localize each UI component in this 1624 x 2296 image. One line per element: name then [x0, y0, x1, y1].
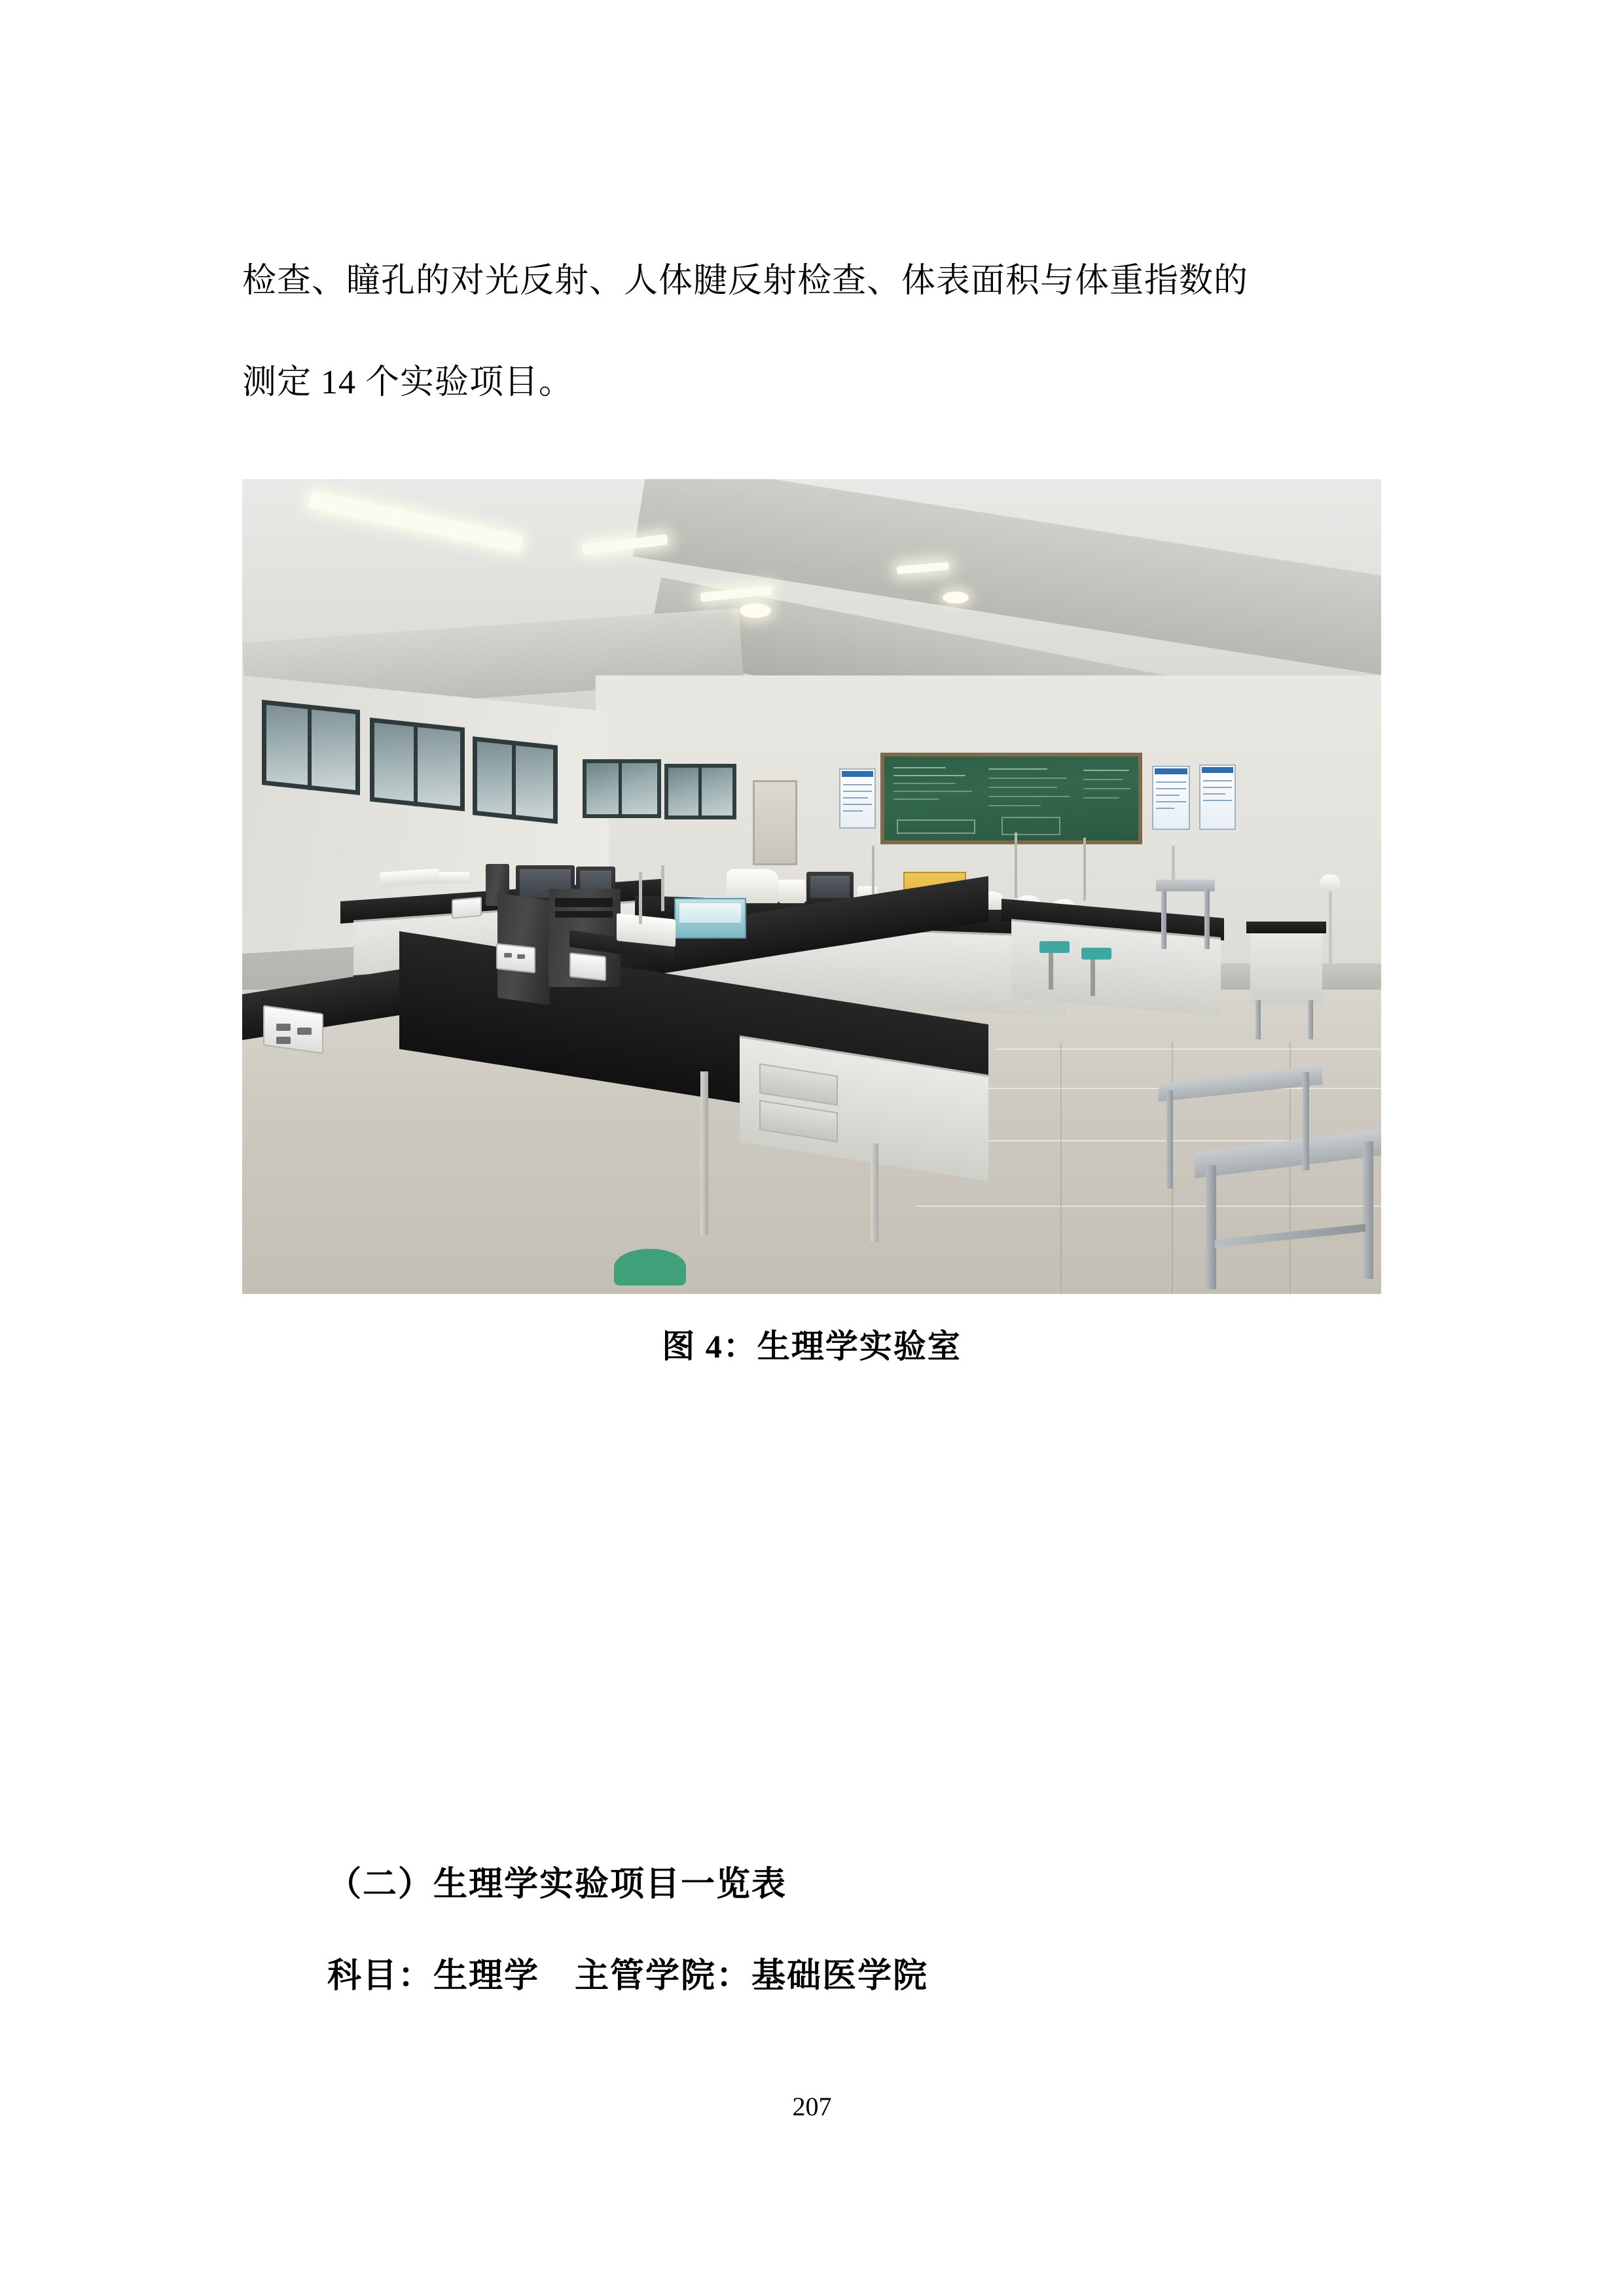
ceiling-light [740, 603, 771, 618]
door [753, 780, 797, 865]
poster-header [1202, 767, 1233, 773]
table-leg [1166, 1090, 1173, 1189]
poster-line [1203, 793, 1225, 795]
chalk-writing [1083, 779, 1123, 780]
poster-line [1156, 801, 1186, 802]
instrument-panel [679, 903, 741, 923]
bench-leg [871, 1143, 878, 1242]
chalk-writing [893, 767, 946, 768]
outlet-socket [276, 1024, 291, 1031]
lab-bench-cabinet [1250, 931, 1322, 1005]
page-content [242, 196, 1381, 1367]
stool [1039, 941, 1070, 953]
body-paragraph-line-2: 测定 14 个实验项目。 [242, 364, 574, 401]
window-mullion [698, 764, 702, 819]
chalk-writing [893, 798, 939, 800]
lab-equipment [439, 872, 470, 884]
chalk-diagram [897, 819, 975, 834]
table-leg [1308, 1000, 1313, 1039]
chalk-writing [1083, 797, 1119, 798]
wall-poster [1152, 766, 1190, 830]
poster-line [1156, 781, 1186, 783]
chalk-writing [893, 791, 972, 792]
power-outlet [569, 952, 606, 981]
stool [614, 1249, 686, 1285]
support-stand [1083, 838, 1086, 901]
chalk-writing [893, 775, 965, 776]
table-leg [1303, 1072, 1309, 1170]
poster-line [1203, 800, 1232, 801]
chalk-diagram [1001, 817, 1060, 835]
window [583, 759, 661, 818]
poster-line [1156, 808, 1174, 809]
tower-drive-bay [555, 898, 613, 907]
table-leg [1204, 890, 1210, 949]
poster-line [1156, 788, 1186, 789]
chalk-writing [988, 796, 1070, 797]
table-leg [1363, 1141, 1373, 1279]
power-outlet [452, 897, 482, 919]
window-mullion [619, 759, 622, 818]
floor-tile-line [1060, 1042, 1062, 1294]
section-subheading: 科目：生理学 主管学院：基础医学院 [327, 1958, 929, 1995]
floor-tile-line [916, 1206, 1381, 1207]
chalk-writing [988, 778, 1067, 779]
table-leg [1206, 1165, 1216, 1289]
poster-line [1156, 795, 1180, 796]
outlet-socket [504, 953, 512, 958]
tower-drive-bay [555, 911, 613, 918]
laboratory-photo [242, 479, 1381, 1294]
support-stand [639, 872, 642, 924]
support-stand [1015, 833, 1017, 898]
lab-equipment [1320, 874, 1341, 891]
poster-line [843, 791, 872, 792]
monitor-screen [810, 876, 850, 898]
outlet-socket [297, 1028, 312, 1035]
wall-poster [1199, 764, 1236, 830]
poster-line [1203, 787, 1232, 788]
outlet-socket [517, 954, 525, 959]
poster-line [1203, 780, 1232, 781]
window-mullion [308, 705, 312, 791]
chalk-writing [893, 783, 956, 784]
poster-line [843, 784, 872, 785]
poster-line [843, 810, 863, 812]
power-outlet [263, 1005, 323, 1054]
lab-equipment [779, 880, 805, 903]
chalk-writing [1083, 770, 1129, 771]
stool [1081, 948, 1111, 960]
stool-leg [1091, 960, 1095, 996]
outlet-socket [276, 1037, 291, 1044]
chalk-writing [988, 787, 1057, 788]
page-number: 207 [792, 2092, 832, 2121]
chalk-writing [988, 768, 1047, 770]
figure-container [242, 479, 1381, 1367]
poster-line [843, 804, 872, 805]
support-stand [661, 865, 664, 911]
window-mullion [414, 723, 418, 807]
figure-caption: 图 4：生理学实验室 [662, 1328, 962, 1365]
section-block [327, 1839, 1388, 2022]
stool-leg [1049, 953, 1053, 990]
support-stand [1329, 885, 1332, 963]
bench-leg [700, 1071, 708, 1235]
ceiling-light [943, 592, 969, 603]
body-paragraph-line-1: 检查、瞳孔的对光反射、人体腱反射检查、体表面积与体重指数的 [242, 262, 1249, 300]
section-heading: （二）生理学实验项目一览表 [327, 1866, 787, 1903]
lab-bench [1246, 922, 1326, 933]
support-stand [1172, 846, 1175, 885]
poster-header [1155, 768, 1187, 774]
table-leg [1161, 890, 1166, 949]
poster-header [842, 771, 873, 777]
table-leg [1255, 1000, 1261, 1039]
window-mullion [512, 741, 516, 820]
chalk-writing [988, 805, 1041, 806]
power-outlet [496, 943, 535, 973]
wall-poster [839, 768, 876, 829]
chalk-writing [1083, 788, 1130, 789]
poster-line [843, 797, 868, 798]
floor-tile-line [995, 1049, 1381, 1050]
body-paragraph [242, 230, 1381, 433]
